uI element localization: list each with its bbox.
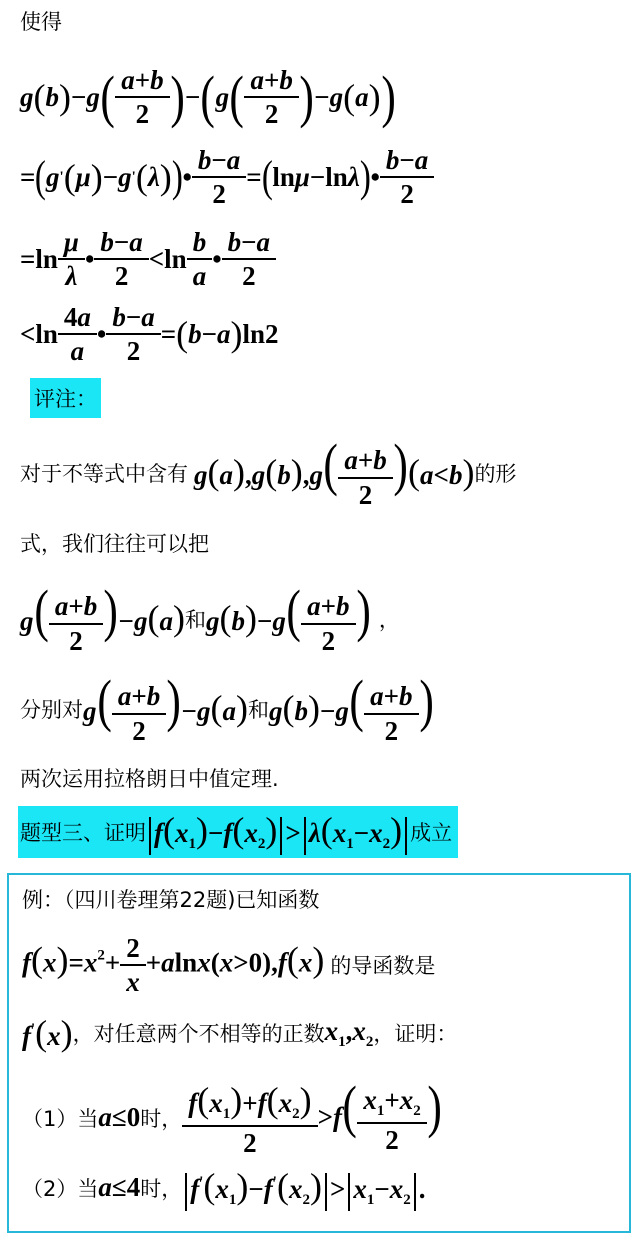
remark-line-4: 分别对 g( $\frac{a+b}{2}$ )−g(a) 和 g(b)−g( $\frac{a+b}{2}$ )	[20, 668, 434, 746]
q1-prefix: （1）当	[22, 1106, 99, 1131]
q1-zero: 0	[126, 1102, 141, 1133]
q2-prefix: （2）当	[22, 1176, 99, 1201]
example-line-3: f'(x) ，对任意两个不相等的正数 $x_1,x_2$ ，证明：	[22, 1013, 458, 1053]
remark-text-1: 对于不等式中含有	[20, 461, 188, 486]
equation-line-1: g ( b ) − g ( $\frac{a+b}{2}$ ) − ( g ( $\frac{a+b}{2}$ ) − g ( a ) )	[20, 64, 396, 130]
remark-text-4: 分别对	[20, 697, 83, 722]
remark-line-1: 对于不等式中含有 g(a),g(b),g( $\frac{a+b}{2}$ )(a<b) 的形	[20, 432, 517, 510]
remark-label: 评注：	[30, 378, 101, 418]
remark-and-2: 和	[247, 697, 269, 722]
question-2: （2）当 a≤4 时， $f'(x_1)-f'(x_2) > x_1-x_2$ .	[22, 1165, 425, 1211]
remark-text-1-end: 的形	[474, 461, 517, 486]
example-title: 例：（四川卷理第22题)已知函数	[22, 888, 320, 912]
equation-line-2: = ( g ' ( μ ) − g ' ( λ ) ) • $\frac{b-a}{2}$ = ( ln μ −ln λ ) • $\frac{b-a}{2}$	[20, 146, 434, 209]
q1-mid: 时，	[140, 1106, 183, 1131]
q2-mid: 时，	[140, 1176, 183, 1201]
remark-line-2: 式，我们往往可以把	[20, 532, 209, 556]
equation-line-4: <ln $\frac{4a}{a}$ • $\frac{b-a}{2}$ = ( b − a ) ln2	[20, 302, 279, 367]
type3-prefix: 题型三、证明	[20, 821, 146, 845]
question-1: （1）当 a≤0 时， $\frac{f(x_1)+f(x_2)}{2}$ >f( $\frac{x_1+x_2}{2}$ )	[22, 1074, 442, 1158]
remark-comma: ，	[378, 607, 400, 632]
remark-line-3: g( $\frac{a+b}{2}$ )−g(a) 和 g(b)−g( $\frac{a+b}{2}$ ) ，	[20, 578, 400, 656]
q2-four: 4	[126, 1172, 141, 1203]
remark-and-1: 和	[184, 607, 206, 632]
example-line-3-text: ，对任意两个不相等的正数	[72, 1022, 325, 1046]
equation-line-3: =ln $\frac{\mu}{\lambda}$ • $\frac{b-a}{2}$ <ln $\frac{b}{a}$ • $\frac{b-a}{2}$	[20, 228, 276, 291]
example-line-2: $f(x)=x^2+$ $\frac{2}{x}$ +alnx(x>0),f(x) 的导函数是	[22, 933, 436, 998]
example-line-2-end: 的导函数是	[330, 954, 436, 979]
example-line-3-end: ，证明：	[373, 1022, 458, 1046]
type3-suffix: 成立	[410, 821, 453, 845]
type3-banner: 题型三、证明 $f(x_1)-f(x_2) > \lambda(x_1-x_2)$ 成立	[18, 806, 458, 858]
intro-text: 使得	[20, 10, 62, 34]
remark-line-5: 两次运用拉格朗日中值定理.	[20, 767, 279, 791]
